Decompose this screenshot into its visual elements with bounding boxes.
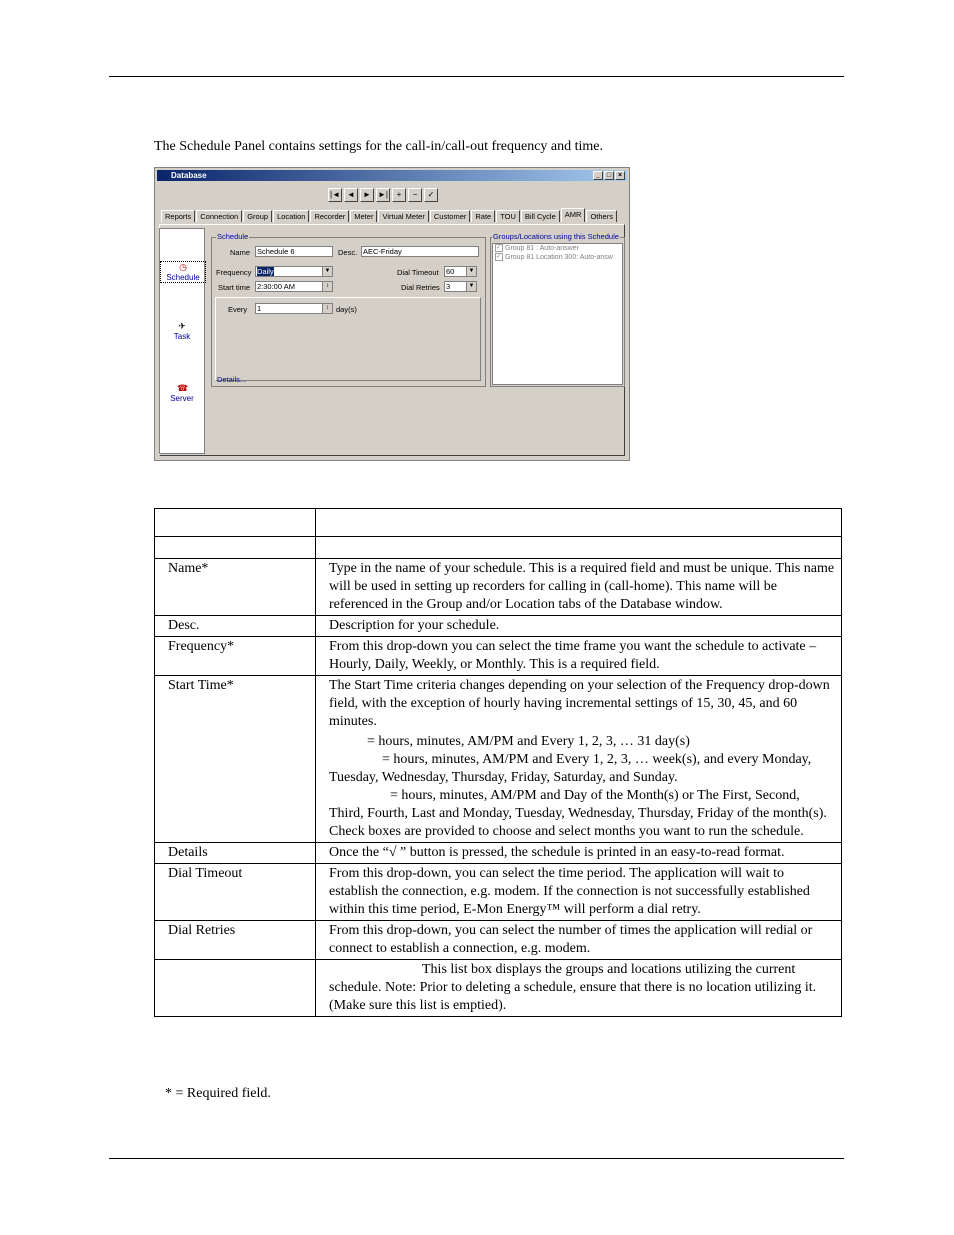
tab-strip (161, 210, 618, 222)
tab-location[interactable]: Location (273, 210, 309, 222)
tab-rate[interactable]: Rate (471, 210, 495, 222)
dial-retries-select[interactable] (444, 281, 477, 292)
table-cell-desc: From this drop-down, you can select the time period. The application will wait to establish the connection, e.g. modem. If the connection is not successfully established within this time period, E-Mon Energy™ will perform a dial retry. (316, 864, 842, 921)
table-cell-desc-start-time (316, 676, 842, 843)
intro-text: The Schedule Panel contains settings for the call-in/call-out frequency and time. (154, 139, 604, 154)
footer-rule (109, 1158, 844, 1159)
tab-reports[interactable]: Reports (161, 210, 195, 222)
add-record-button[interactable]: + (392, 188, 406, 202)
sidebar-item-task[interactable] (160, 321, 204, 341)
sidebar-item-label: Server (170, 394, 194, 403)
sidebar-item-label: Task (173, 332, 191, 341)
start-time-monthly: = hours, minutes, AM/PM and Day of the Month(s) or The First, Second, Third, Fourth, Last and Monday, Tuesday, Wednesday, Thursday, Friday of the month(s). Check boxes are provided to choose and select months you want to run the schedule. (329, 788, 827, 839)
list-item[interactable] (493, 253, 622, 262)
amr-sidebar (159, 228, 205, 454)
next-record-button[interactable]: ► (360, 188, 374, 202)
table-row (155, 616, 842, 637)
chevron-down-icon: ▼ (466, 267, 476, 276)
every-value: 1 (257, 304, 262, 313)
start-time-value: 2:30:00 AM (257, 282, 295, 291)
chevron-down-icon: ▼ (466, 282, 476, 291)
name-value: Schedule 6 (257, 247, 295, 256)
window-controls (593, 171, 625, 180)
table-cell-desc: This list box displays the groups and locations utilizing the current schedule. Note: Prior to deleting a schedule, ensure that there is no location utilizing it. (Make sure this list is emptied). (316, 960, 842, 1017)
window-title: Database (171, 171, 207, 180)
tab-connection[interactable]: Connection (196, 210, 242, 222)
tab-others[interactable]: Others (586, 210, 617, 222)
dial-retries-value: 3 (446, 282, 451, 291)
table-cell-field: Frequency* (155, 637, 316, 676)
table-row (155, 509, 842, 537)
dial-timeout-select[interactable] (444, 266, 477, 277)
sidebar-item-schedule[interactable] (160, 261, 206, 283)
chevron-down-icon: ▼ (322, 267, 332, 276)
record-navigator (328, 188, 438, 202)
minimize-button[interactable]: _ (593, 171, 603, 180)
tab-bill-cycle[interactable]: Bill Cycle (521, 210, 560, 222)
tab-meter[interactable]: Meter (350, 210, 377, 222)
table-cell-desc: Type in the name of your schedule. This is a required field and must be unique. This name will be used in setting up recorders for calling in (call-home). This name will be referenced in the Group and/or Location tabs of the Database window. (316, 559, 842, 616)
window-titlebar (157, 170, 627, 181)
frequency-value: Daily (257, 267, 274, 276)
sidebar-item-label: Schedule (166, 273, 200, 282)
dial-retries-label: Dial Retries (401, 283, 440, 292)
start-time-field[interactable] (255, 281, 333, 292)
task-icon: ✈ (178, 321, 186, 331)
desc-field[interactable] (361, 246, 479, 257)
table-row (155, 921, 842, 960)
start-time-label: Start time (218, 283, 251, 292)
header-rule (109, 76, 844, 77)
required-field-footnote: * = Required field. (165, 1086, 271, 1101)
table-cell-field: Dial Timeout (155, 864, 316, 921)
list-item-label: Group 81 : Auto-answer (505, 245, 579, 252)
table-cell-desc (316, 537, 842, 559)
groups-locations-list[interactable] (492, 243, 623, 385)
desc-label: Desc. (338, 248, 358, 257)
dial-timeout-value: 60 (446, 267, 455, 276)
last-record-button[interactable]: ►| (376, 188, 390, 202)
list-item[interactable] (493, 244, 622, 253)
spinner-icon[interactable]: ↕ (322, 304, 332, 313)
tab-tou[interactable]: TOU (496, 210, 520, 222)
checkbox-icon: ✓ (496, 245, 502, 252)
table-row (155, 676, 842, 843)
tab-recorder[interactable]: Recorder (310, 210, 349, 222)
tab-amr[interactable]: AMR (561, 208, 586, 222)
start-time-daily: = hours, minutes, AM/PM and Every 1, 2, 3, … 31 day(s) (367, 734, 690, 749)
table-cell-field: Name* (155, 559, 316, 616)
details-link[interactable]: Details... (217, 375, 247, 384)
groups-locations-title: Groups/Locations using this Schedule (493, 232, 619, 241)
clock-icon: ◷ (179, 262, 187, 272)
table-row (155, 843, 842, 864)
table-cell-desc: From this drop-down, you can select the number of times the application will redial or connect to establish a connection, e.g. modem. (316, 921, 842, 960)
prev-record-button[interactable]: ◄ (344, 188, 358, 202)
every-label: Every (228, 305, 248, 314)
every-field[interactable] (255, 303, 333, 314)
sidebar-item-server[interactable] (160, 383, 204, 403)
schedule-group-title: Schedule (217, 232, 249, 241)
table-cell-field (155, 509, 316, 537)
name-label: Name (230, 248, 251, 257)
table-row (155, 864, 842, 921)
close-button[interactable]: × (615, 171, 625, 180)
delete-record-button[interactable]: − (408, 188, 422, 202)
desc-value: AEC-Friday (363, 247, 402, 256)
frequency-label: Frequency (216, 268, 252, 277)
table-cell-desc: From this drop-down you can select the time frame you want the schedule to activate – Hourly, Daily, Weekly, or Monthly. This is a required field. (316, 637, 842, 676)
table-cell-desc (316, 509, 842, 537)
maximize-button[interactable]: □ (604, 171, 614, 180)
table-cell-desc: Once the “√ ” button is pressed, the schedule is printed in an easy-to-read format. (316, 843, 842, 864)
table-cell-field: Dial Retries (155, 921, 316, 960)
database-window-screenshot (154, 167, 630, 461)
first-record-button[interactable]: |◄ (328, 188, 342, 202)
table-cell-field (155, 960, 316, 1017)
tab-customer[interactable]: Customer (430, 210, 471, 222)
every-unit-label: day(s) (336, 305, 357, 314)
start-time-intro: The Start Time criteria changes depending on your selection of the Frequency drop-down field, with the exception of hourly having incremental settings of 15, 30, 45, and 60 minutes. (329, 678, 830, 729)
table-cell-field: Desc. (155, 616, 316, 637)
table-cell-field (155, 537, 316, 559)
field-description-table (154, 508, 842, 1017)
tab-virtual-meter[interactable]: Virtual Meter (378, 210, 428, 222)
list-item-label: Group 81 Location 300: Auto-answ (505, 254, 613, 261)
checkbox-icon: ✓ (496, 254, 502, 261)
phone-icon: ☎ (177, 383, 189, 393)
start-time-weekly: = hours, minutes, AM/PM and Every 1, 2, 3, … week(s), and every Monday, Tuesday, Wednesday, Thursday, Friday, Saturday, and Sunday. (329, 752, 812, 785)
frequency-select[interactable] (255, 266, 333, 277)
table-cell-field: Start Time* (155, 676, 316, 843)
tab-group[interactable]: Group (243, 210, 272, 222)
spinner-icon[interactable]: ↕ (322, 282, 332, 291)
table-cell-desc: Description for your schedule. (316, 616, 842, 637)
dial-timeout-label: Dial Timeout (397, 268, 439, 277)
table-row (155, 559, 842, 616)
table-row (155, 537, 842, 559)
table-row (155, 637, 842, 676)
name-field[interactable] (255, 246, 333, 257)
post-record-button[interactable]: ✓ (424, 188, 438, 202)
table-row (155, 960, 842, 1017)
table-cell-field: Details (155, 843, 316, 864)
